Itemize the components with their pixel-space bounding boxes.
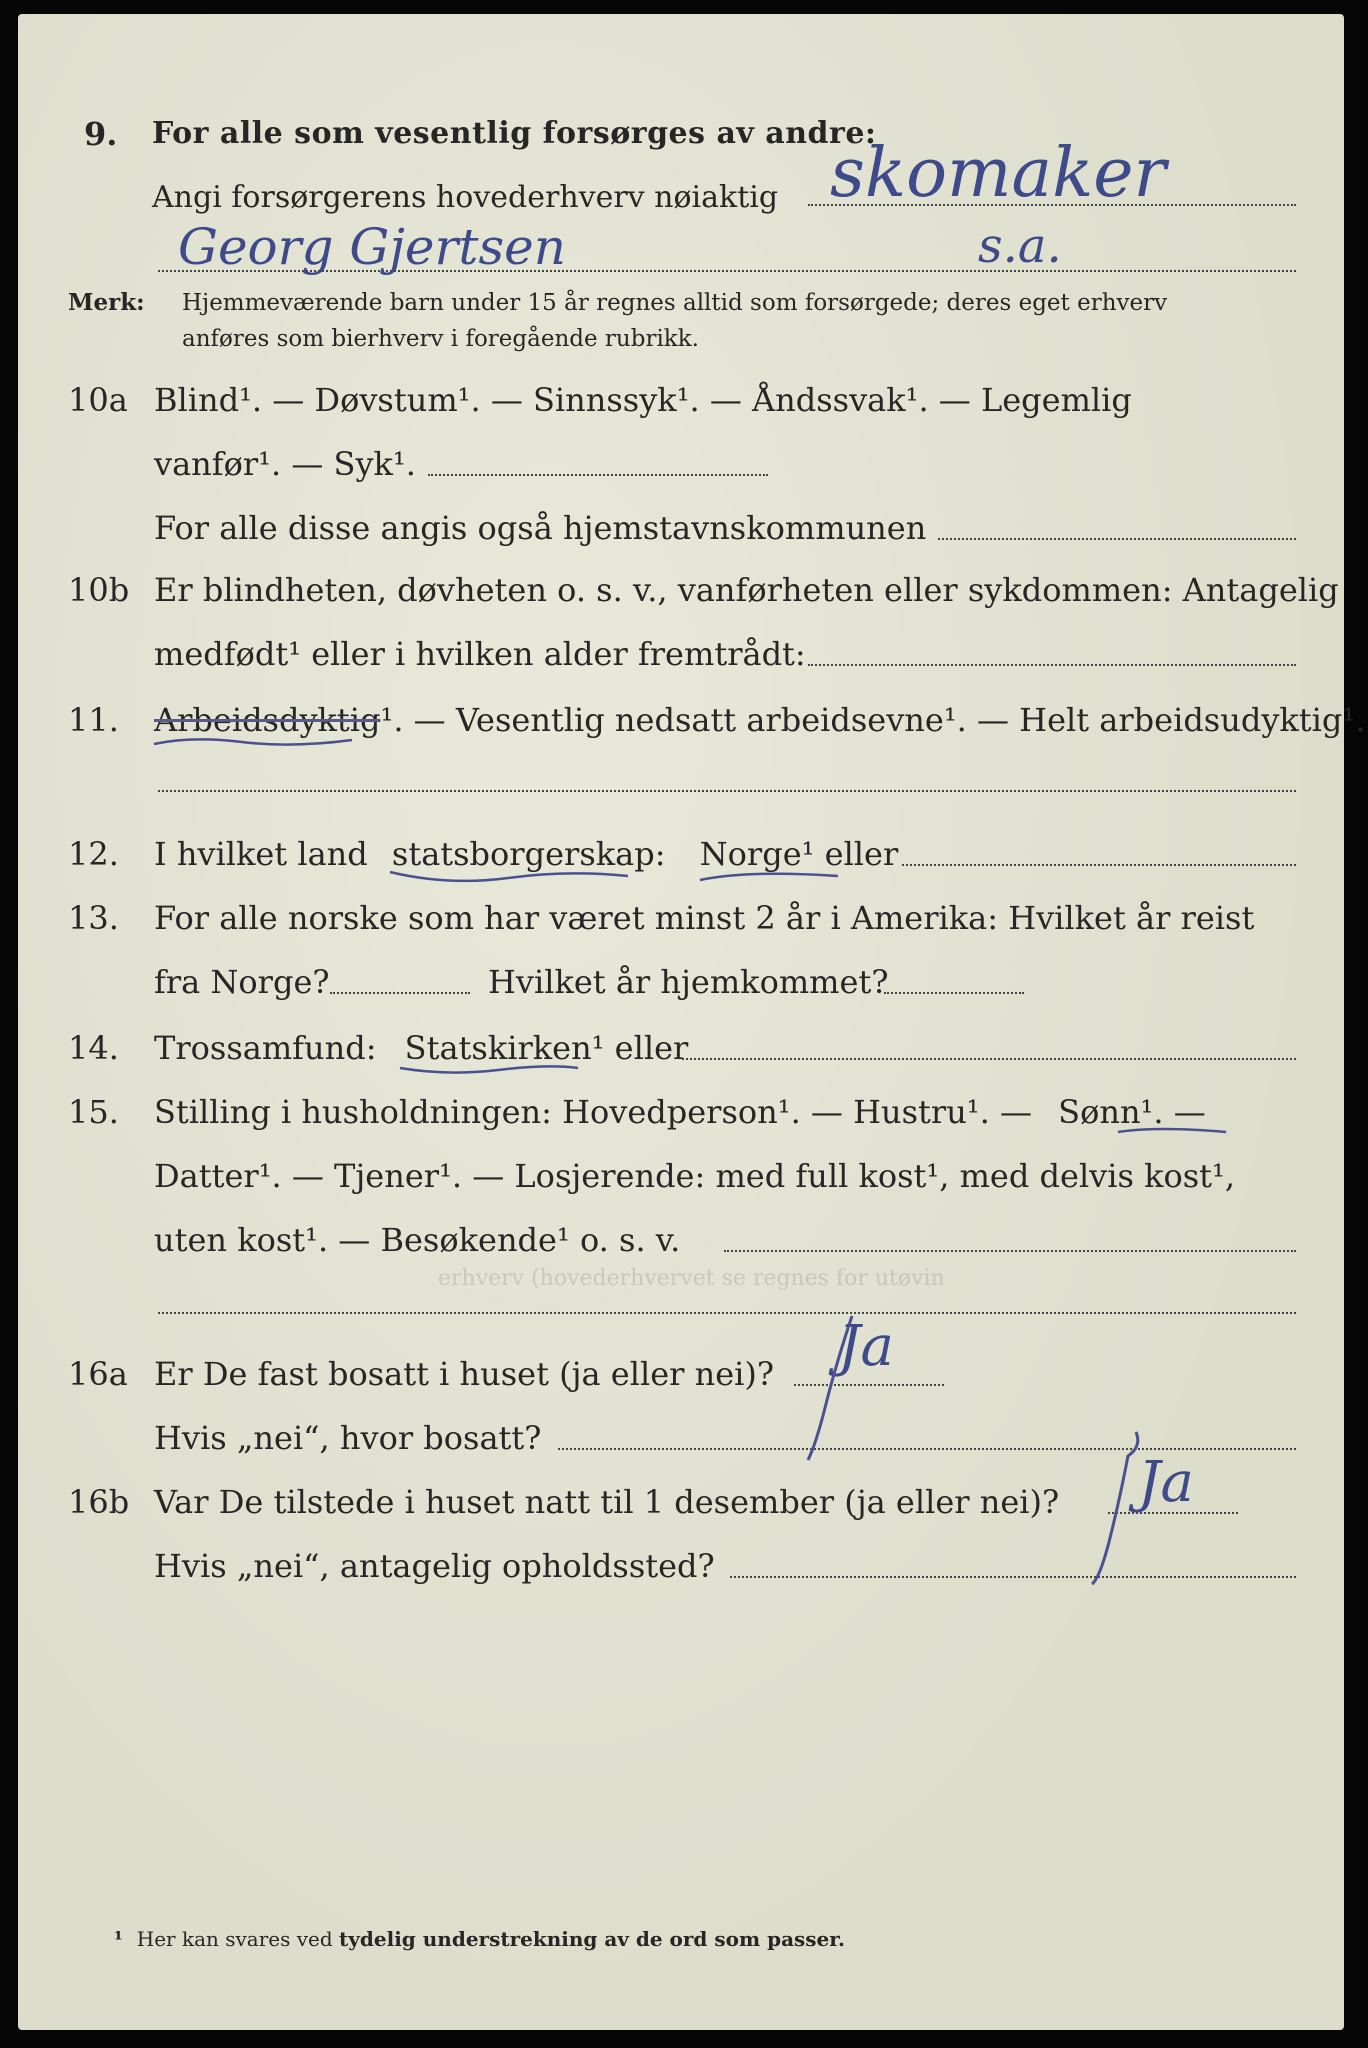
q10b-number: 10b [68,571,130,609]
q12-answer-dotted-line [902,864,1296,866]
q11-option-arbeidsdyktig: Arbeidsdyktig [154,701,381,739]
q12-number: 12. [68,835,119,873]
q11-answer-dotted-line [158,790,1296,792]
q12-statsborgerskap: statsborgerskap [391,835,655,873]
q15-line-1a: Stilling i husholdningen: Hovedperson¹. — Hustru¹. — [154,1093,1032,1131]
q14-answer-dotted-line [682,1058,1296,1060]
note-line-1: Hjemmeværende barn under 15 år regnes alltid som forsørgede; deres eget erhverv [182,290,1168,316]
q16a-line-1: Er De fast bosatt i huset (ja eller nei)? [154,1355,775,1393]
q9-number: 9. [84,115,118,153]
q13-year-left-dotted [330,992,470,994]
q16a-number: 16a [68,1355,128,1393]
q9-prompt: Angi forsørgerens hovederhverv nøiaktig [152,180,779,215]
q10a-line-3-dotted [938,538,1296,540]
q15-answer-dotted-line [158,1312,1296,1314]
q15-line-3: uten kost¹. — Besøkende¹ o. s. v. [154,1221,681,1259]
q16a-answer: Ja [838,1314,894,1379]
q15-line-1c: ¹. — [1140,1093,1206,1131]
show-through-text: erhverv (hovederhvervet se regnes for utøvin [438,1266,945,1291]
census-form-page [18,14,1366,2030]
q10b-line-2: medfødt¹ eller i hvilken alder fremtrådt: [154,635,806,673]
q12-norge: Norge [699,835,802,873]
q13-line-1: For alle norske som har været minst 2 år i Amerika: Hvilket år reist [154,899,1255,937]
q10a-line-2-dotted [428,474,768,476]
q12-eller: ¹ eller [801,835,899,873]
q13-number: 13. [68,899,119,937]
q16b-line-2-dotted [730,1576,1296,1578]
q11-underline-mark [152,732,362,752]
note-label: Merk: [68,289,145,316]
q16a-ditto-mark [796,1314,856,1464]
q16b-answer: Ja [1138,1450,1194,1515]
q10a-line-2: vanfør¹. — Syk¹. [154,445,416,483]
q12-text-a: I hvilket land [154,835,368,873]
q14-eller: ¹ eller [591,1029,689,1067]
q13-line-2a: fra Norge? [154,963,330,1001]
q14-trossamfund: Trossamfund: [154,1029,377,1067]
footnote-bold-text: tydelig understrekning av de ord som passer. [339,1927,845,1951]
note-line-2: anføres som bierhverv i foregående rubrikk. [182,326,699,352]
q12-underline-marks [388,866,948,896]
q10b-line-1: Er blindheten, døvheten o. s. v., vanførheten eller sykdommen: Antagelig [154,571,1339,609]
footnote-marker: ¹ [114,1927,123,1951]
q14-number: 14. [68,1029,119,1067]
q15-line-1 [154,1092,1206,1132]
q10a-line-1: Blind¹. — Døvstum¹. — Sinnssyk¹. — Åndssvak¹. — Legemlig [154,381,1132,419]
q16a-line-2: Hvis „nei“, hvor bosatt? [154,1419,542,1457]
footnote [114,1926,845,1952]
q15-line-2: Datter¹. — Tjener¹. — Losjerende: med full kost¹, med delvis kost¹, [154,1157,1236,1195]
q15-sonn: Sønn [1058,1093,1141,1131]
q15-underline-mark [1116,1124,1236,1144]
q16b-ditto-mark [1076,1428,1146,1588]
q14-underline-mark [398,1062,588,1082]
q13-line-2b: Hvilket år hjemkommet? [488,963,889,1001]
q15-number: 15. [68,1093,119,1131]
q16b-line-2: Hvis „nei“, antagelig opholdssted? [154,1547,715,1585]
q10b-line-2-dotted [808,664,1296,666]
q15-line-3-dotted [724,1250,1296,1252]
q9-title: For alle som vesentlig forsørges av andre: [152,116,877,151]
q16b-number: 16b [68,1483,130,1521]
q9-answer-occupation: skomaker [830,134,1167,213]
q9-answer-name: Georg Gjertsen [178,218,566,276]
q14-statskirken: Statskirken [404,1029,592,1067]
footnote-text: Her kan svares ved [136,1927,333,1951]
q10a-line-3: For alle disse angis også hjemstavnskommunen [154,509,927,547]
q11-number: 11. [68,701,119,739]
q16b-line-1: Var De tilstede i huset natt til 1 desember (ja eller nei)? [154,1483,1060,1521]
q12-colon: : [654,835,666,873]
q13-year-returned-dotted [884,992,1024,994]
q9-answer-place: s.a. [978,218,1062,274]
q10a-number: 10a [68,381,128,419]
q11-rest: ¹. — Vesentlig nedsatt arbeidsevne¹. — Helt arbeidsudyktig¹. [380,701,1366,739]
